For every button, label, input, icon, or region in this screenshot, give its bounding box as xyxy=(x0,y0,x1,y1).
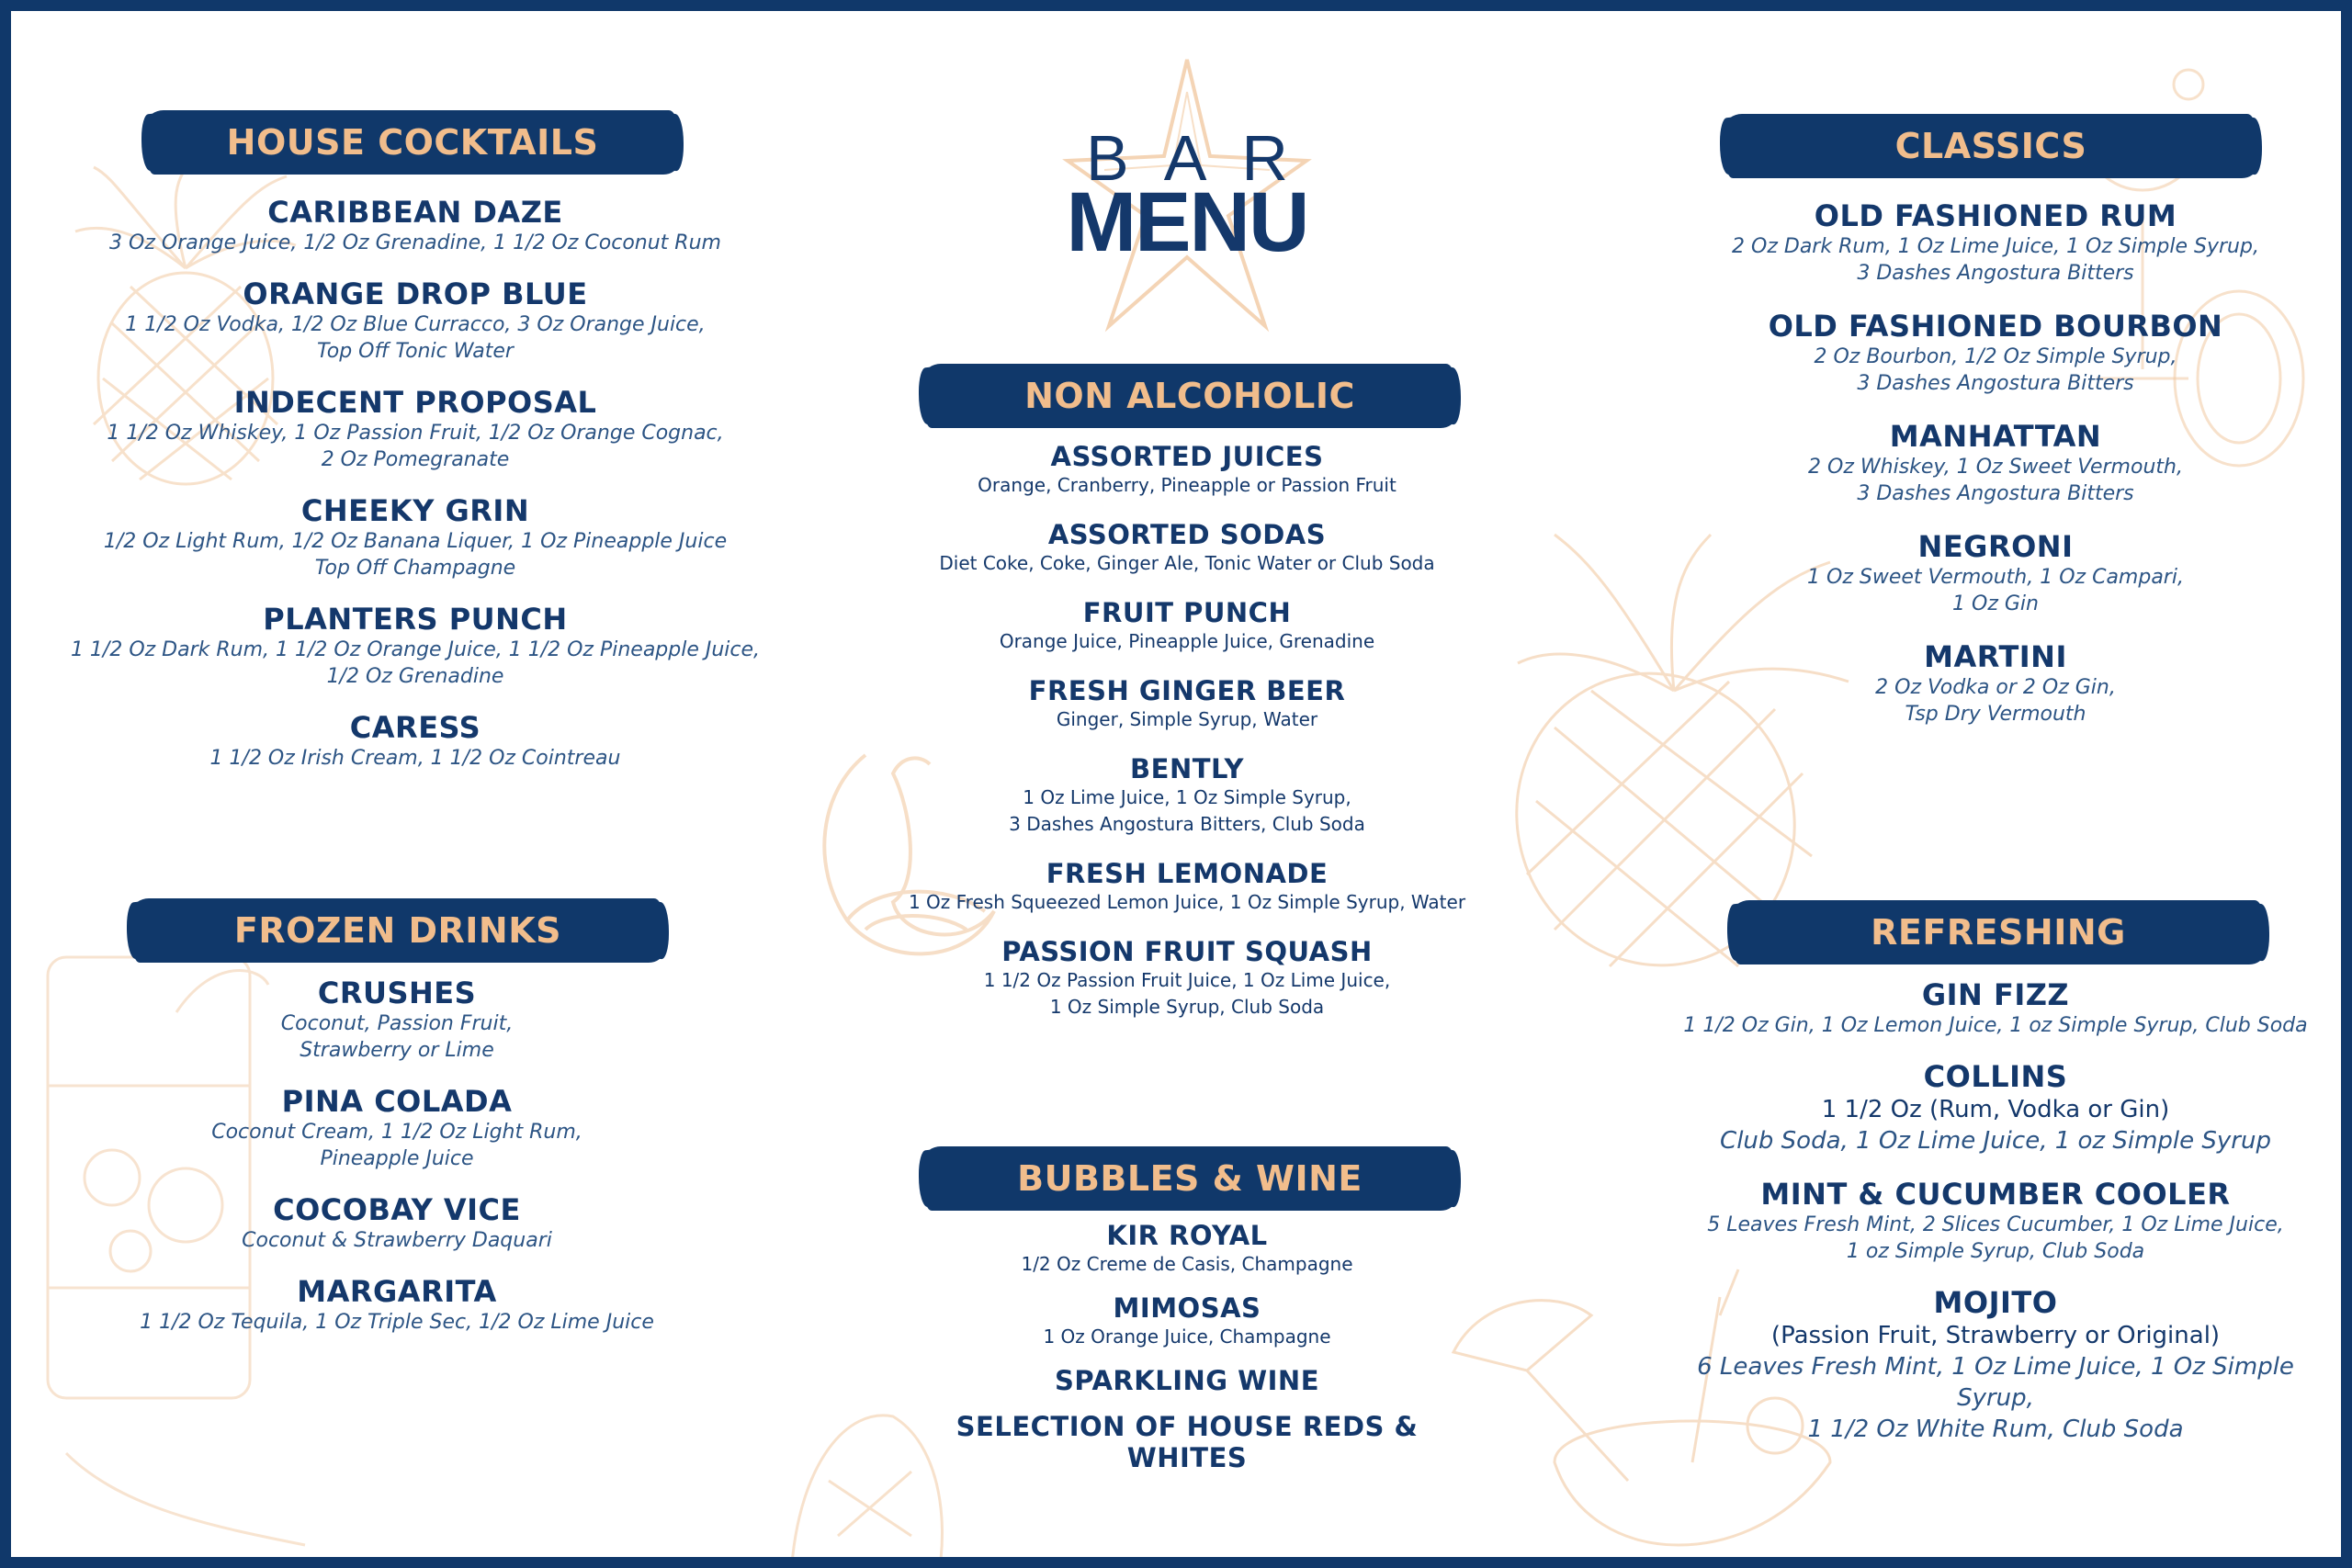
logo-menu-text: MENU xyxy=(1066,175,1308,269)
house-cocktails-title: HOUSE COCKTAILS xyxy=(226,122,599,163)
menu-item xyxy=(902,675,1472,733)
non-alcoholic-banner xyxy=(924,364,1455,428)
menu-item xyxy=(902,1292,1472,1350)
item-description: Ginger, Simple Syrup, Water xyxy=(1056,708,1318,730)
item-description: Orange, Cranberry, Pineapple or Passion Fruit xyxy=(978,474,1396,496)
menu-item xyxy=(1656,1059,2335,1156)
item-name: FRUIT PUNCH xyxy=(1082,597,1292,628)
menu-item xyxy=(1656,309,2335,397)
item-description: 1/2 Oz Grenadine xyxy=(326,665,504,688)
menu-item xyxy=(1656,639,2335,728)
house-cocktails-section xyxy=(66,110,764,772)
classics-list xyxy=(1656,198,2335,728)
item-description: 2 Oz Pomegranate xyxy=(321,448,510,471)
item-description: 2 Oz Whiskey, 1 Oz Sweet Vermouth, xyxy=(1808,456,2183,479)
item-name: GIN FIZZ xyxy=(1921,977,2070,1012)
item-name: NEGRONI xyxy=(1917,529,2074,564)
menu-item xyxy=(1656,419,2335,507)
item-name: CHEEKY GRIN xyxy=(300,493,530,528)
item-description: 1 1/2 Oz White Rum, Club Soda xyxy=(1807,1416,2184,1443)
item-description: 2 Oz Dark Rum, 1 Oz Lime Juice, 1 Oz Simple Syrup, xyxy=(1732,235,2259,258)
menu-item xyxy=(66,1274,728,1336)
item-name: COCOBAY VICE xyxy=(273,1192,521,1227)
item-name: ASSORTED JUICES xyxy=(1050,441,1324,472)
menu-item xyxy=(66,976,728,1064)
menu-item xyxy=(66,602,764,690)
item-description: 3 Dashes Angostura Bitters xyxy=(1857,482,2134,505)
item-name: PLANTERS PUNCH xyxy=(263,602,568,637)
menu-item xyxy=(66,493,764,581)
item-name: ASSORTED SODAS xyxy=(1047,519,1327,550)
item-description: 1 Oz Fresh Squeezed Lemon Juice, 1 Oz Simple Syrup, Water xyxy=(908,891,1466,913)
item-name: MIMOSAS xyxy=(1113,1292,1261,1324)
bubbles-wine-banner xyxy=(924,1146,1455,1211)
item-description: 1 1/2 Oz Whiskey, 1 Oz Passion Fruit, 1/2 Oz Orange Cognac, xyxy=(107,422,724,445)
item-name: FRESH LEMONADE xyxy=(1046,858,1329,889)
menu-item xyxy=(902,519,1472,577)
item-name: SELECTION OF HOUSE REDS & WHITES xyxy=(956,1411,1419,1473)
classics-section xyxy=(1656,114,2335,728)
item-description: Coconut Cream, 1 1/2 Oz Light Rum, xyxy=(211,1121,582,1144)
item-description: 3 Oz Orange Juice, 1/2 Oz Grenadine, 1 1/2 Oz Coconut Rum xyxy=(109,231,721,254)
item-description: Tsp Dry Vermouth xyxy=(1905,703,2086,726)
item-description: 1 Oz Lime Juice, 1 Oz Simple Syrup, xyxy=(1023,786,1351,808)
menu-item xyxy=(66,385,764,473)
item-name: CARESS xyxy=(349,710,481,745)
item-description: Top Off Tonic Water xyxy=(317,340,514,363)
item-description: 2 Oz Bourbon, 1/2 Oz Simple Syrup, xyxy=(1814,345,2177,368)
frozen-drinks-section xyxy=(66,898,728,1336)
item-name: COLLINS xyxy=(1923,1059,2068,1094)
item-description: Strawberry or Lime xyxy=(300,1039,494,1062)
item-description: 1 Oz Sweet Vermouth, 1 Oz Campari, xyxy=(1807,566,2184,589)
item-description: 6 Leaves Fresh Mint, 1 Oz Lime Juice, 1 Oz Simple Syrup, xyxy=(1697,1353,2294,1412)
classics-banner xyxy=(1725,114,2256,178)
item-name: CARIBBEAN DAZE xyxy=(267,195,563,230)
bar-menu-logo xyxy=(1012,55,1362,340)
item-description: 1 1/2 Oz Vodka, 1/2 Oz Blue Curracco, 3 Oz Orange Juice, xyxy=(125,313,706,336)
refreshing-list xyxy=(1656,977,2335,1445)
menu-item xyxy=(1656,977,2335,1039)
item-name: OLD FASHIONED BOURBON xyxy=(1768,309,2223,344)
refreshing-section xyxy=(1656,900,2335,1445)
menu-item xyxy=(902,1411,1472,1473)
bubbles-wine-list xyxy=(902,1220,1472,1473)
menu-item xyxy=(66,1192,728,1254)
item-name: PINA COLADA xyxy=(281,1084,513,1119)
item-description: Coconut, Passion Fruit, xyxy=(280,1012,514,1035)
item-description: Pineapple Juice xyxy=(320,1147,474,1170)
item-description: Coconut & Strawberry Daquari xyxy=(242,1229,552,1252)
item-description: 1 1/2 Oz Tequila, 1 Oz Triple Sec, 1/2 Oz Lime Juice xyxy=(140,1311,654,1334)
item-description: 3 Dashes Angostura Bitters xyxy=(1857,372,2134,395)
item-description: 3 Dashes Angostura Bitters xyxy=(1857,262,2134,285)
item-name: BENTLY xyxy=(1130,753,1244,784)
item-name: MOJITO xyxy=(1933,1285,2058,1320)
non-alcoholic-list xyxy=(902,441,1472,1021)
menu-item xyxy=(1656,1285,2335,1445)
item-name: ORANGE DROP BLUE xyxy=(243,276,588,311)
item-description: 3 Dashes Angostura Bitters, Club Soda xyxy=(1009,813,1365,835)
item-subtitle: 1 1/2 Oz (Rum, Vodka or Gin) xyxy=(1821,1096,2170,1123)
menu-item xyxy=(1656,198,2335,287)
menu-item xyxy=(66,1084,728,1172)
item-description: 2 Oz Vodka or 2 Oz Gin, xyxy=(1875,676,2116,699)
item-name: MANHATTAN xyxy=(1889,419,2102,454)
item-name: PASSION FRUIT SQUASH xyxy=(1001,936,1373,967)
item-name: SPARKLING WINE xyxy=(1054,1365,1320,1396)
item-description: 1 1/2 Oz Passion Fruit Juice, 1 Oz Lime Juice, xyxy=(983,969,1391,991)
menu-item xyxy=(1656,1177,2335,1265)
non-alcoholic-title: NON ALCOHOLIC xyxy=(1024,376,1355,416)
menu-item xyxy=(66,710,764,772)
item-description: 1/2 Oz Creme de Casis, Champagne xyxy=(1021,1253,1353,1275)
item-name: MINT & CUCUMBER COOLER xyxy=(1760,1177,2231,1212)
item-description: 1 Oz Orange Juice, Champagne xyxy=(1043,1325,1331,1348)
item-description: 5 Leaves Fresh Mint, 2 Slices Cucumber, 1 Oz Lime Juice, xyxy=(1707,1213,2284,1236)
menu-item xyxy=(902,1220,1472,1278)
menu-item xyxy=(902,753,1472,838)
item-description: 1 oz Simple Syrup, Club Soda xyxy=(1846,1240,2145,1263)
item-name: KIR ROYAL xyxy=(1106,1220,1268,1251)
bubbles-wine-section xyxy=(902,1146,1472,1473)
refreshing-title: REFRESHING xyxy=(1871,912,2126,953)
item-description: Top Off Champagne xyxy=(314,557,516,580)
item-description: 1 1/2 Oz Gin, 1 Oz Lemon Juice, 1 oz Simple Syrup, Club Soda xyxy=(1683,1014,2308,1037)
item-description: 1 Oz Simple Syrup, Club Soda xyxy=(1049,996,1325,1018)
item-description: 1/2 Oz Light Rum, 1/2 Oz Banana Liquer, 1 Oz Pineapple Juice xyxy=(103,530,728,553)
item-description: Diet Coke, Coke, Ginger Ale, Tonic Water or Club Soda xyxy=(939,552,1435,574)
item-description: 1 Oz Gin xyxy=(1952,592,2039,615)
item-description: Orange Juice, Pineapple Juice, Grenadine xyxy=(999,630,1375,652)
refreshing-banner xyxy=(1733,900,2264,964)
menu-item xyxy=(66,276,764,365)
non-alcoholic-section xyxy=(902,364,1472,1021)
classics-title: CLASSICS xyxy=(1894,126,2087,166)
frozen-drinks-banner xyxy=(132,898,663,963)
house-cocktails-banner xyxy=(147,110,678,175)
item-name: MARTINI xyxy=(1924,639,2067,674)
item-description: 1 1/2 Oz Irish Cream, 1 1/2 Oz Cointreau xyxy=(209,747,621,770)
item-subtitle: (Passion Fruit, Strawberry or Original) xyxy=(1770,1322,2221,1349)
menu-item xyxy=(902,936,1472,1021)
logo-bar-text: BAR xyxy=(1086,122,1323,194)
item-name: INDECENT PROPOSAL xyxy=(233,385,597,420)
menu-item xyxy=(66,195,764,256)
item-name: OLD FASHIONED RUM xyxy=(1814,198,2177,233)
bubbles-wine-title: BUBBLES & WINE xyxy=(1017,1158,1363,1199)
item-name: FRESH GINGER BEER xyxy=(1028,675,1346,706)
frozen-drinks-list xyxy=(66,976,728,1336)
item-description: Club Soda, 1 Oz Lime Juice, 1 oz Simple Syrup xyxy=(1720,1127,2271,1155)
house-cocktails-list xyxy=(66,195,764,772)
menu-item xyxy=(902,441,1472,499)
item-name: MARGARITA xyxy=(297,1274,497,1309)
menu-item xyxy=(902,858,1472,916)
menu-item xyxy=(902,1365,1472,1396)
item-name: CRUSHES xyxy=(317,976,477,1010)
item-description: 1 1/2 Oz Dark Rum, 1 1/2 Oz Orange Juice, 1 1/2 Oz Pineapple Juice, xyxy=(70,638,761,661)
menu-item xyxy=(1656,529,2335,617)
frozen-drinks-title: FROZEN DRINKS xyxy=(233,910,562,951)
menu-item xyxy=(902,597,1472,655)
